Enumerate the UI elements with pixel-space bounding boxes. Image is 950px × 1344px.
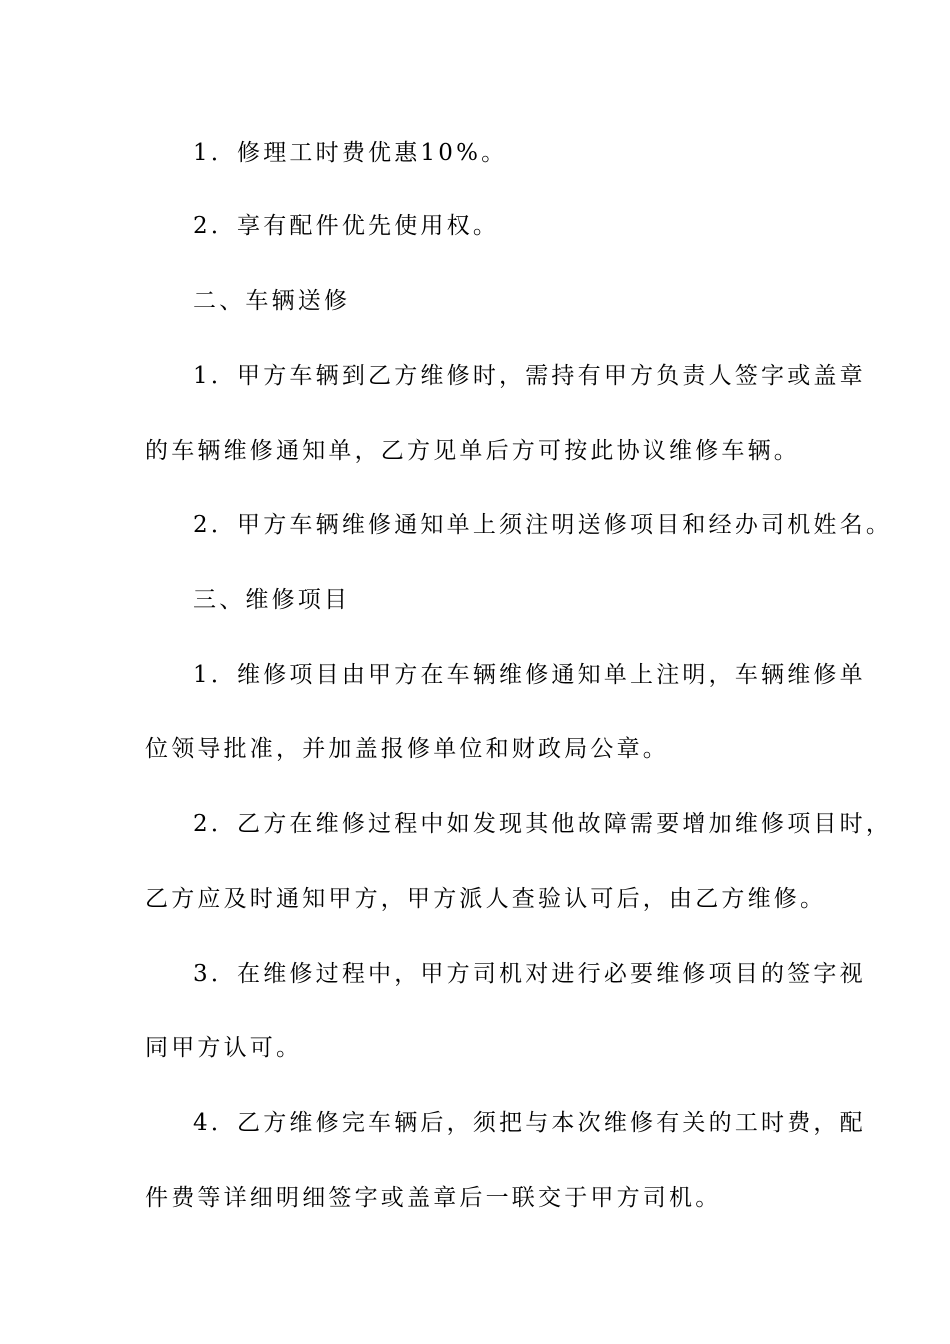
section-heading-repair-items: 三、维修项目 bbox=[193, 587, 351, 613]
repair-item-3-line-1: 3．在维修过程中，甲方司机对进行必要维修项目的签字视 bbox=[193, 961, 866, 987]
section-heading-vehicle-delivery: 二、车辆送修 bbox=[193, 288, 351, 314]
delivery-item-1-line-2: 的车辆维修通知单，乙方见单后方可按此协议维修车辆。 bbox=[145, 438, 800, 464]
delivery-item-1-line-1: 1．甲方车辆到乙方维修时，需持有甲方负责人签字或盖章 bbox=[193, 363, 866, 389]
delivery-item-2: 2．甲方车辆维修通知单上须注明送修项目和经办司机姓名。 bbox=[193, 512, 893, 538]
clause-2-item-2: 2．享有配件优先使用权。 bbox=[193, 213, 500, 239]
repair-item-2-line-2: 乙方应及时通知甲方，甲方派人查验认可后，由乙方维修。 bbox=[145, 886, 827, 912]
repair-item-1-line-2: 位领导批准，并加盖报修单位和财政局公章。 bbox=[145, 736, 669, 762]
repair-item-2-line-1: 2．乙方在维修过程中如发现其他故障需要增加维修项目时， bbox=[193, 811, 893, 837]
repair-item-4-line-1: 4．乙方维修完车辆后，须把与本次维修有关的工时费，配 bbox=[193, 1110, 866, 1136]
clause-2-item-1: 1．修理工时费优惠10%。 bbox=[193, 140, 508, 166]
repair-item-1-line-1: 1．维修项目由甲方在车辆维修通知单上注明，车辆维修单 bbox=[193, 662, 866, 688]
repair-item-4-line-2: 件费等详细明细签字或盖章后一联交于甲方司机。 bbox=[145, 1185, 722, 1211]
repair-item-3-line-2: 同甲方认可。 bbox=[145, 1035, 303, 1061]
